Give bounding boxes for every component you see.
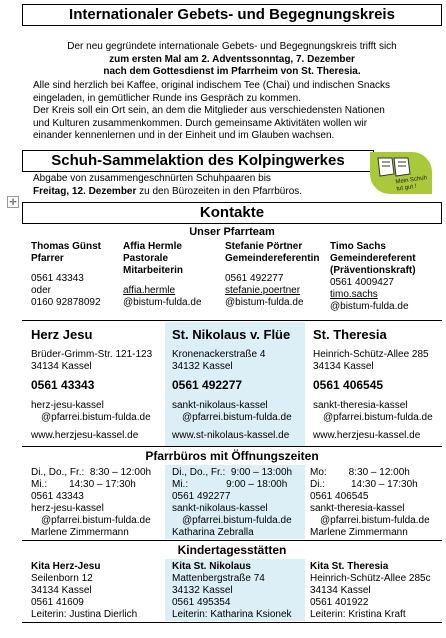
office-time1-3: 8:30 – 12:00h (348, 467, 410, 478)
kita-name-2: Kita St. Nikolaus (172, 561, 251, 572)
team-mail-3b[interactable]: stefanie.poertner (225, 285, 301, 296)
team-name-4: Timo Sachs (330, 241, 386, 252)
team-name-2: Affia Hermle (123, 241, 182, 252)
gebetskreis-title: Internationaler Gebets- und Begegnungskreis (69, 6, 395, 23)
office-time2-3: 14:30 – 17:30h (351, 479, 418, 490)
parish-herz-jesu (31, 327, 152, 442)
team-member-2 (123, 241, 202, 309)
intro-line-2: zum ersten Mal am 2. Adventssonntag, 7. Dezember (109, 53, 355, 65)
office-time1-1: 8:30 – 12:00h (89, 467, 152, 478)
kitas-title: Kindertagesstätten (177, 543, 287, 557)
office-herz-jesu (31, 467, 151, 539)
office-mail1-2[interactable]: sankt-nikolaus-kassel (172, 503, 268, 514)
office-phone-1: 0561 43343 (31, 491, 84, 502)
kita-phone-3: 0561 401922 (310, 597, 369, 608)
parish-theresia (313, 327, 433, 442)
team-line-1a: 0561 43343 (31, 273, 84, 284)
intro-line-1: Der neu gegründete internationale Gebets- und Begegnungskreis trifft sich (67, 41, 397, 52)
team-line-3a: 0561 492277 (225, 273, 284, 284)
kita-addr1-2: Mattenbergstraße 74 (172, 573, 265, 584)
kita-lead-3: Leiterin: Kristina Kraft (310, 609, 406, 620)
kita-name-3: Kita St. Theresia (310, 561, 389, 572)
kolping-shoe-logo (370, 152, 432, 194)
parish-web-2[interactable]: www.st-nikolaus-kassel.de (172, 430, 290, 441)
team-title: Unser Pfarrteam (189, 226, 275, 238)
parish-nikolaus (172, 327, 292, 442)
kita-name-1: Kita Herz-Jesu (31, 561, 101, 572)
parish-web-1[interactable]: www.herzjesu-kassel.de (31, 430, 139, 441)
team-line-4a: 0561 4009427 (330, 277, 394, 288)
kita-lead-2: Leiterin: Katharina Ksionek (172, 609, 292, 620)
office-mail2-1[interactable]: @pfarrei.bistum-fulda.de (41, 515, 151, 526)
gebetskreis-intro (22, 41, 442, 79)
team-role-4: Gemeindereferent (330, 253, 416, 264)
shoes-title: Schuh-Sammelaktion des Kolpingwerkes (51, 152, 345, 169)
shoes-text (33, 173, 302, 198)
office-person-2: Katharina Zebralla (172, 527, 254, 538)
office-phone-2: 0561 492277 (172, 491, 231, 502)
parish-addr1-2: Kronenackerstraße 4 (172, 349, 266, 360)
office-days2-1: Mi.: (31, 479, 48, 490)
parish-mail1-3[interactable]: sankt-theresia-kassel (313, 400, 408, 411)
office-mail1-3[interactable]: sankt-theresia-kassel (310, 503, 405, 514)
gebetskreis-title-box (22, 4, 442, 26)
office-person-1: Marlene Zimmermann (31, 527, 129, 538)
shoes-title-box (22, 150, 374, 172)
team-role-2: Pastorale (123, 253, 169, 264)
team-role2-4: (Präventionskraft) (330, 265, 416, 276)
team-member-1 (31, 241, 101, 309)
divider-4 (22, 622, 442, 623)
logo-text-1: Mein Schuh (395, 175, 428, 186)
kita-addr2-3: 34134 Kassel (310, 585, 371, 596)
team-member-4 (330, 241, 416, 313)
office-time1-2: 9:00 – 13:00h (230, 467, 293, 478)
kita-phone-2: 0561 495354 (172, 597, 231, 608)
intro-line-3: nach dem Gottesdienst im Pfarrheim von St. Theresia. (103, 66, 361, 77)
office-nikolaus (172, 467, 292, 539)
parish-phone-3: 0561 406545 (313, 378, 384, 392)
parish-addr2-2: 34132 Kassel (172, 361, 233, 372)
shoes-deadline-rest: zu den Bürozeiten in den Pfarrbüros. (136, 185, 303, 197)
team-mail-2a[interactable]: affia.hermle (123, 285, 176, 296)
p3-line-2: und Kulturen zusammenkommen. Durch gemeinsame Aktivitäten wollen wir (33, 117, 368, 129)
office-phone-3: 0561 406545 (310, 491, 369, 502)
kita-nikolaus (172, 561, 292, 621)
parish-mail2-1[interactable]: @pfarrei.bistum-fulda.de (41, 412, 151, 423)
divider-2 (22, 446, 442, 447)
team-mail-4c[interactable]: @bistum-fulda.de (330, 301, 409, 312)
kita-lead-1: Leiterin: Justina Dierlich (31, 609, 138, 620)
team-mail-2b[interactable]: @bistum-fulda.de (123, 297, 202, 308)
parish-name-3: St. Theresia (313, 327, 387, 342)
divider-3 (22, 540, 442, 541)
parish-web-3[interactable]: www.herzjesu-kassel.de (313, 430, 421, 441)
contacts-title: Kontakte (199, 204, 265, 221)
team-name-1: Thomas Günst (31, 241, 102, 252)
team-member-3 (225, 241, 319, 309)
office-days1-1: Di., Do., Fr.: (31, 467, 85, 478)
parish-addr1-1: Brüder-Grimm-Str. 121-123 (31, 349, 153, 360)
parish-phone-1: 0561 43343 (31, 378, 95, 392)
kita-addr1-3: Heinrich-Schütz-Allee 285c (310, 573, 431, 584)
parish-mail2-3[interactable]: @pfarrei.bistum-fulda.de (323, 412, 433, 423)
office-days1-3: Mo: (310, 467, 327, 478)
kita-theresia (310, 561, 431, 621)
move-handle-icon[interactable]: ✛ (7, 196, 19, 208)
gebetskreis-paragraph-2 (33, 80, 390, 105)
gebetskreis-paragraph-3 (33, 105, 385, 143)
divider-1 (22, 320, 442, 321)
team-name-3: Stefanie Pörtner (225, 241, 303, 252)
p3-line-1: Der Kreis soll ein Ort sein, an dem die Mitglieder aus verschiedensten Nationen (33, 105, 385, 116)
shoes-line-1: Abgabe von zusammengeschnürten Schuhpaaren bis (33, 173, 271, 184)
parish-addr2-1: 34134 Kassel (31, 361, 92, 372)
contacts-title-box (22, 202, 442, 224)
kita-addr2-1: 34134 Kassel (31, 585, 92, 596)
p2-line-2: eingeladen, in gemütlicher Runde ins Gespräch zu kommen. (33, 92, 301, 104)
office-time2-2: 9:00 – 18:00h (226, 479, 288, 490)
parish-mail1-2[interactable]: sankt-nikolaus-kassel (172, 400, 268, 411)
kita-phone-1: 0561 41609 (31, 597, 84, 608)
logo-text-2: tut gut ! (396, 183, 417, 193)
team-line-1b: oder (31, 285, 52, 296)
office-mail2-3[interactable]: @pfarrei.bistum-fulda.de (320, 515, 430, 526)
parish-phone-2: 0561 492277 (172, 378, 243, 392)
office-days2-3: Di.: (310, 479, 325, 490)
team-role2-2: Mitarbeiterin (123, 265, 184, 276)
parish-mail1-1[interactable]: herz-jesu-kassel (31, 400, 104, 411)
team-mail-3c[interactable]: @bistum-fulda.de (225, 297, 304, 308)
parish-name-2: St. Nikolaus v. Flüe (172, 327, 291, 342)
office-theresia (310, 467, 430, 539)
parish-mail2-2[interactable]: @pfarrei.bistum-fulda.de (182, 412, 292, 423)
office-person-3: Marlene Zimmermann (310, 527, 408, 538)
kita-addr1-1: Seilenborn 12 (31, 573, 93, 584)
office-mail1-1[interactable]: herz-jesu-kassel (31, 503, 104, 514)
office-days1-2: Di., Do., Fr.: (172, 467, 226, 478)
parish-name-1: Herz Jesu (31, 327, 93, 342)
parish-addr2-3: 34134 Kassel (313, 361, 374, 372)
kita-herz-jesu (31, 561, 137, 621)
office-mail2-2[interactable]: @pfarrei.bistum-fulda.de (182, 515, 292, 526)
parish-addr1-3: Heinrich-Schütz-Allee 285 (313, 349, 429, 360)
team-role-3: Gemeindereferentin (225, 253, 320, 264)
kita-addr2-2: 34132 Kassel (172, 585, 233, 596)
shoes-line-2 (33, 186, 302, 199)
team-mail-4b[interactable]: timo.sachs (330, 289, 378, 300)
offices-title: Pfarrbüros mit Öffnungszeiten (145, 449, 319, 463)
p2-line-1: Alle sind herzlich bei Kaffee, original indischem Tee (Chai) und indischen Snacks (33, 80, 391, 91)
shoes-deadline: Freitag, 12. Dezember (33, 185, 137, 197)
office-days2-2: Mi.: (172, 479, 189, 490)
office-time2-1: 14:30 – 17:30h (69, 479, 136, 490)
team-line-1c: 0160 92878092 (31, 297, 101, 308)
p3-line-3: einander kennenlernen und in der Einheit und im Glauben wachsen. (33, 130, 335, 141)
team-role-1: Pfarrer (31, 253, 64, 264)
